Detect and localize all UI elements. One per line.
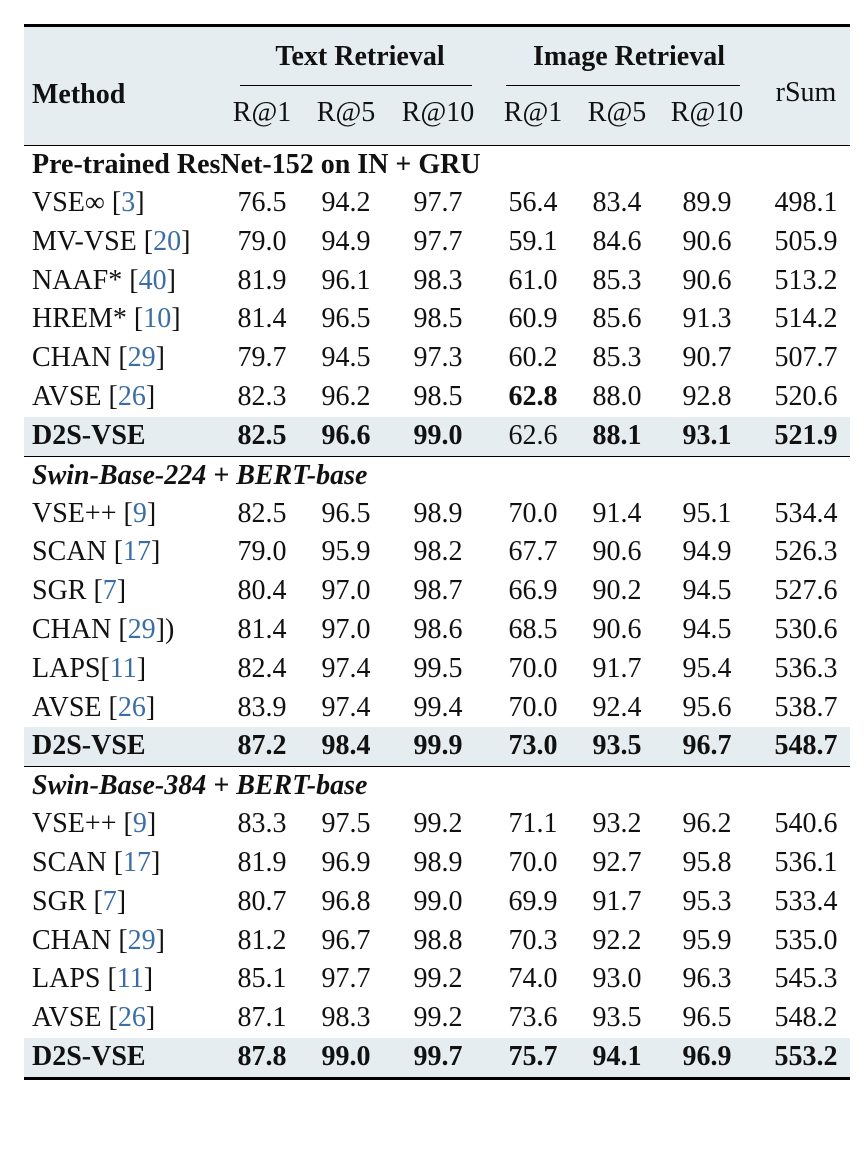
rsum-cell: 521.9	[774, 419, 838, 451]
metric-header: R@1	[232, 97, 292, 128]
citation-link[interactable]: 11	[116, 963, 144, 995]
citation-close: ]	[145, 691, 156, 723]
metric-cell: 85.1	[237, 963, 287, 995]
metric-cell: 98.9	[413, 497, 463, 529]
table-row	[24, 960, 850, 999]
citation-close: ]	[146, 808, 157, 840]
method-name	[32, 650, 146, 689]
rsum-cell: 533.4	[774, 885, 838, 917]
table-row	[24, 650, 850, 689]
citation-close: ]	[155, 342, 165, 374]
metric-cell: 96.7	[321, 924, 371, 956]
metric-header: R@10	[401, 97, 475, 128]
method-label: D2S-VSE	[32, 419, 146, 451]
metric-cell: 95.6	[682, 691, 732, 723]
table-row	[24, 689, 850, 728]
citation-close: ]	[151, 846, 161, 878]
metric-cell: 93.2	[592, 808, 642, 840]
citation-close: ]	[135, 187, 145, 218]
metric-cell: 70.0	[508, 846, 558, 878]
method-label: VSE∞ [	[32, 187, 122, 218]
metric-cell: 62.8	[508, 380, 558, 412]
metric-cell: 85.6	[592, 303, 642, 335]
image-retrieval-header: Image Retrieval	[532, 41, 726, 72]
metric-cell: 98.7	[413, 575, 463, 607]
section-title: Swin-Base-384 + BERT-base	[32, 770, 368, 802]
method-name	[32, 184, 145, 223]
rsum-cell: 513.2	[774, 264, 838, 296]
method-label: D2S-VSE	[32, 1040, 146, 1072]
citation-link[interactable]: 29	[127, 613, 156, 645]
citation-close: ]	[155, 924, 165, 956]
metric-cell: 61.0	[508, 264, 558, 296]
citation-close: ]	[145, 1002, 156, 1034]
citation-link[interactable]: 3	[121, 187, 136, 218]
method-label: SCAN [	[32, 846, 124, 878]
citation-link[interactable]: 17	[123, 536, 152, 568]
metric-cell: 84.6	[592, 225, 642, 257]
metric-cell: 91.4	[592, 497, 642, 529]
metric-cell: 56.4	[508, 187, 558, 218]
metric-cell: 68.5	[508, 613, 558, 645]
metric-cell: 69.9	[508, 885, 558, 917]
table-section	[24, 146, 850, 456]
rsum-cell: 553.2	[774, 1040, 838, 1072]
metric-cell: 97.3	[413, 342, 463, 374]
metric-header: R@1	[503, 97, 563, 128]
rsum-cell: 526.3	[774, 536, 838, 568]
citation-link[interactable]: 11	[109, 652, 137, 684]
rsum-cell: 540.6	[774, 808, 838, 840]
rsum-cell: 545.3	[774, 963, 838, 995]
citation-link[interactable]: 29	[127, 342, 156, 374]
citation-close: ]	[171, 303, 181, 335]
metric-cell: 81.4	[237, 613, 287, 645]
metric-cell: 67.7	[508, 536, 558, 568]
table-row	[24, 339, 850, 378]
method-label: MV-VSE [	[32, 225, 154, 257]
section-title: Pre-trained ResNet-152 on IN + GRU	[32, 149, 481, 180]
metric-cell: 98.2	[413, 536, 463, 568]
citation-close: ]	[136, 652, 147, 684]
method-name	[32, 495, 156, 534]
metric-header: R@10	[670, 97, 744, 128]
metric-cell: 97.4	[321, 652, 371, 684]
metric-cell: 92.7	[592, 846, 642, 878]
citation-link[interactable]: 26	[117, 380, 146, 412]
method-name	[32, 572, 126, 611]
metric-cell: 98.3	[321, 1002, 371, 1034]
metric-cell: 99.4	[413, 691, 463, 723]
metric-cell: 82.5	[237, 497, 287, 529]
metric-cell: 83.9	[237, 691, 287, 723]
metric-cell: 93.5	[592, 730, 642, 762]
metric-cell: 88.1	[592, 419, 642, 451]
metric-cell: 90.6	[592, 613, 642, 645]
metric-cell: 96.5	[321, 497, 371, 529]
image-retrieval-underline	[506, 85, 740, 86]
citation-close: ]	[116, 885, 127, 917]
metric-cell: 93.1	[682, 419, 732, 451]
metric-header: R@5	[316, 97, 376, 128]
metric-cell: 96.5	[682, 1002, 732, 1034]
table-row	[24, 1038, 850, 1077]
method-header: Method	[32, 79, 126, 110]
metric-cell: 98.4	[321, 730, 371, 762]
metric-cell: 99.0	[321, 1040, 371, 1072]
method-label: NAAF* [	[32, 264, 139, 296]
method-label: LAPS[	[32, 652, 110, 684]
method-name	[32, 805, 156, 844]
rsum-cell: 527.6	[774, 575, 838, 607]
metric-cell: 96.2	[682, 808, 732, 840]
method-name	[32, 922, 165, 961]
metric-cell: 99.9	[413, 730, 463, 762]
metric-cell: 73.0	[508, 730, 558, 762]
method-label: LAPS [	[32, 963, 117, 995]
citation-link[interactable]: 7	[102, 885, 117, 917]
method-label: SGR [	[32, 575, 103, 607]
metric-cell: 81.9	[237, 846, 287, 878]
metric-cell: 60.9	[508, 303, 558, 335]
metric-cell: 96.5	[321, 303, 371, 335]
metric-cell: 96.8	[321, 885, 371, 917]
citation-close: ]	[143, 963, 154, 995]
metric-cell: 91.7	[592, 652, 642, 684]
metric-cell: 89.9	[682, 187, 732, 218]
metric-cell: 90.2	[592, 575, 642, 607]
metric-cell: 79.0	[237, 225, 287, 257]
table-row	[24, 572, 850, 611]
metric-cell: 87.2	[237, 730, 287, 762]
metric-cell: 98.9	[413, 846, 463, 878]
rsum-cell: 548.7	[774, 730, 838, 762]
table-row	[24, 844, 850, 883]
metric-cell: 91.3	[682, 303, 732, 335]
metric-cell: 81.9	[237, 264, 287, 296]
table-row	[24, 417, 850, 456]
table-section	[24, 767, 850, 1077]
metric-cell: 87.1	[237, 1002, 287, 1034]
metric-cell: 85.3	[592, 342, 642, 374]
metric-cell: 96.6	[321, 419, 371, 451]
table-row	[24, 533, 850, 572]
metric-cell: 97.7	[413, 225, 463, 257]
citation-link[interactable]: 26	[117, 1002, 146, 1034]
metric-cell: 90.6	[682, 264, 732, 296]
method-label: SCAN [	[32, 536, 124, 568]
method-label: CHAN [	[32, 924, 128, 956]
table-row	[24, 262, 850, 301]
metric-cell: 83.4	[592, 187, 642, 218]
results-table	[24, 24, 850, 1080]
section-title: Swin-Base-224 + BERT-base	[32, 459, 368, 491]
table-header	[24, 27, 850, 145]
method-label: AVSE [	[32, 380, 118, 412]
metric-cell: 99.2	[413, 808, 463, 840]
metric-cell: 95.9	[682, 924, 732, 956]
citation-link[interactable]: 9	[132, 808, 147, 840]
metric-cell: 81.4	[237, 303, 287, 335]
rsum-cell: 505.9	[774, 225, 838, 257]
metric-cell: 79.0	[237, 536, 287, 568]
metric-cell: 94.5	[321, 342, 371, 374]
metric-cell: 94.5	[682, 575, 732, 607]
metric-cell: 85.3	[592, 264, 642, 296]
metric-cell: 59.1	[508, 225, 558, 257]
citation-link[interactable]: 26	[117, 691, 146, 723]
table-row	[24, 727, 850, 766]
metric-cell: 70.0	[508, 691, 558, 723]
metric-cell: 98.3	[413, 264, 463, 296]
rsum-cell: 536.3	[774, 652, 838, 684]
metric-cell: 88.0	[592, 380, 642, 412]
metric-cell: 95.9	[321, 536, 371, 568]
metric-cell: 99.5	[413, 652, 463, 684]
metric-cell: 94.1	[592, 1040, 642, 1072]
metric-header: R@5	[587, 97, 647, 128]
metric-cell: 82.4	[237, 652, 287, 684]
method-name	[32, 339, 165, 378]
metric-cell: 76.5	[237, 187, 287, 218]
table-row	[24, 611, 850, 650]
citation-close: ]	[145, 380, 156, 412]
method-label: CHAN [	[32, 613, 128, 645]
method-name	[32, 262, 176, 301]
table-row	[24, 223, 850, 262]
rsum-cell: 548.2	[774, 1002, 838, 1034]
metric-cell: 70.3	[508, 924, 558, 956]
citation-link[interactable]: 29	[127, 924, 156, 956]
method-name	[32, 533, 160, 572]
metric-cell: 75.7	[508, 1040, 558, 1072]
metric-cell: 60.2	[508, 342, 558, 374]
rsum-cell: 536.1	[774, 846, 838, 878]
text-retrieval-underline	[240, 85, 472, 86]
metric-cell: 83.3	[237, 808, 287, 840]
metric-cell: 81.2	[237, 924, 287, 956]
method-name	[32, 883, 126, 922]
method-label: VSE++ [	[32, 497, 133, 529]
rsum-cell: 535.0	[774, 924, 838, 956]
metric-cell: 93.0	[592, 963, 642, 995]
method-label: HREM* [	[32, 303, 144, 335]
table-row	[24, 378, 850, 417]
metric-cell: 80.7	[237, 885, 287, 917]
metric-cell: 96.7	[682, 730, 732, 762]
method-label: D2S-VSE	[32, 730, 146, 762]
table-row	[24, 300, 850, 339]
citation-link[interactable]: 17	[123, 846, 152, 878]
metric-cell: 96.9	[321, 846, 371, 878]
table-row	[24, 184, 850, 223]
method-name	[32, 417, 146, 456]
method-label: AVSE [	[32, 1002, 118, 1034]
metric-cell: 97.5	[321, 808, 371, 840]
metric-cell: 96.1	[321, 264, 371, 296]
rsum-cell: 507.7	[774, 342, 838, 374]
table-row	[24, 922, 850, 961]
citation-link[interactable]: 40	[138, 264, 167, 296]
metric-cell: 94.9	[682, 536, 732, 568]
table-section	[24, 457, 850, 767]
rsum-cell: 520.6	[774, 380, 838, 412]
metric-cell: 97.4	[321, 691, 371, 723]
metric-cell: 80.4	[237, 575, 287, 607]
metric-cell: 93.5	[592, 1002, 642, 1034]
metric-cell: 87.8	[237, 1040, 287, 1072]
metric-cell: 92.2	[592, 924, 642, 956]
metric-cell: 94.2	[321, 187, 371, 218]
metric-cell: 82.3	[237, 380, 287, 412]
citation-close: ]	[116, 575, 127, 607]
text-retrieval-header: Text Retrieval	[275, 41, 445, 72]
metric-cell: 98.5	[413, 303, 463, 335]
citation-close: ]	[166, 264, 176, 296]
metric-cell: 97.7	[413, 187, 463, 218]
metric-cell: 62.6	[508, 419, 558, 451]
method-name	[32, 378, 155, 417]
metric-cell: 95.1	[682, 497, 732, 529]
table-bottom-rule	[24, 1077, 850, 1080]
table-body	[24, 146, 850, 1077]
metric-cell: 97.7	[321, 963, 371, 995]
metric-cell: 99.7	[413, 1040, 463, 1072]
metric-cell: 71.1	[508, 808, 558, 840]
metric-cell: 95.8	[682, 846, 732, 878]
metric-cell: 74.0	[508, 963, 558, 995]
metric-cell: 90.6	[592, 536, 642, 568]
metric-cell: 70.0	[508, 497, 558, 529]
metric-cell: 98.8	[413, 924, 463, 956]
metric-cell: 99.2	[413, 1002, 463, 1034]
metric-cell: 90.6	[682, 225, 732, 257]
rsum-cell: 538.7	[774, 691, 838, 723]
rsum-cell: 514.2	[774, 303, 838, 335]
metric-cell: 94.9	[321, 225, 371, 257]
metric-cell: 94.5	[682, 613, 732, 645]
rsum-cell: 534.4	[774, 497, 838, 529]
method-name	[32, 611, 174, 650]
metric-cell: 97.0	[321, 575, 371, 607]
metric-cell: 96.3	[682, 963, 732, 995]
citation-link[interactable]: 10	[143, 303, 172, 335]
citation-close: ])	[155, 613, 175, 645]
citation-link[interactable]: 20	[153, 225, 182, 257]
metric-cell: 95.3	[682, 885, 732, 917]
metric-cell: 73.6	[508, 1002, 558, 1034]
metric-cell: 79.7	[237, 342, 287, 374]
method-name	[32, 844, 160, 883]
method-name	[32, 223, 190, 262]
metric-cell: 98.6	[413, 613, 463, 645]
citation-link[interactable]: 9	[132, 497, 147, 529]
metric-cell: 99.0	[413, 885, 463, 917]
method-name	[32, 1038, 146, 1077]
method-name	[32, 300, 181, 339]
table-row	[24, 883, 850, 922]
metric-cell: 95.4	[682, 652, 732, 684]
method-name	[32, 727, 146, 766]
metric-cell: 66.9	[508, 575, 558, 607]
method-label: CHAN [	[32, 342, 128, 374]
rsum-cell: 530.6	[774, 613, 838, 645]
metric-cell: 98.5	[413, 380, 463, 412]
metric-cell: 92.4	[592, 691, 642, 723]
table-row	[24, 495, 850, 534]
rsum-header: rSum	[775, 77, 837, 108]
citation-close: ]	[146, 497, 157, 529]
citation-close: ]	[181, 225, 191, 257]
metric-cell: 96.9	[682, 1040, 732, 1072]
metric-cell: 90.7	[682, 342, 732, 374]
method-name	[32, 689, 155, 728]
metric-cell: 70.0	[508, 652, 558, 684]
metric-cell: 99.2	[413, 963, 463, 995]
method-name	[32, 999, 155, 1038]
method-label: AVSE [	[32, 691, 118, 723]
metric-cell: 82.5	[237, 419, 287, 451]
metric-cell: 92.8	[682, 380, 732, 412]
metric-cell: 96.2	[321, 380, 371, 412]
metric-cell: 99.0	[413, 419, 463, 451]
metric-cell: 91.7	[592, 885, 642, 917]
method-name	[32, 960, 153, 999]
citation-link[interactable]: 7	[102, 575, 117, 607]
table-row	[24, 999, 850, 1038]
method-label: VSE++ [	[32, 808, 133, 840]
citation-close: ]	[151, 536, 161, 568]
method-label: SGR [	[32, 885, 103, 917]
rsum-cell: 498.1	[774, 187, 838, 218]
table-row	[24, 805, 850, 844]
metric-cell: 97.0	[321, 613, 371, 645]
